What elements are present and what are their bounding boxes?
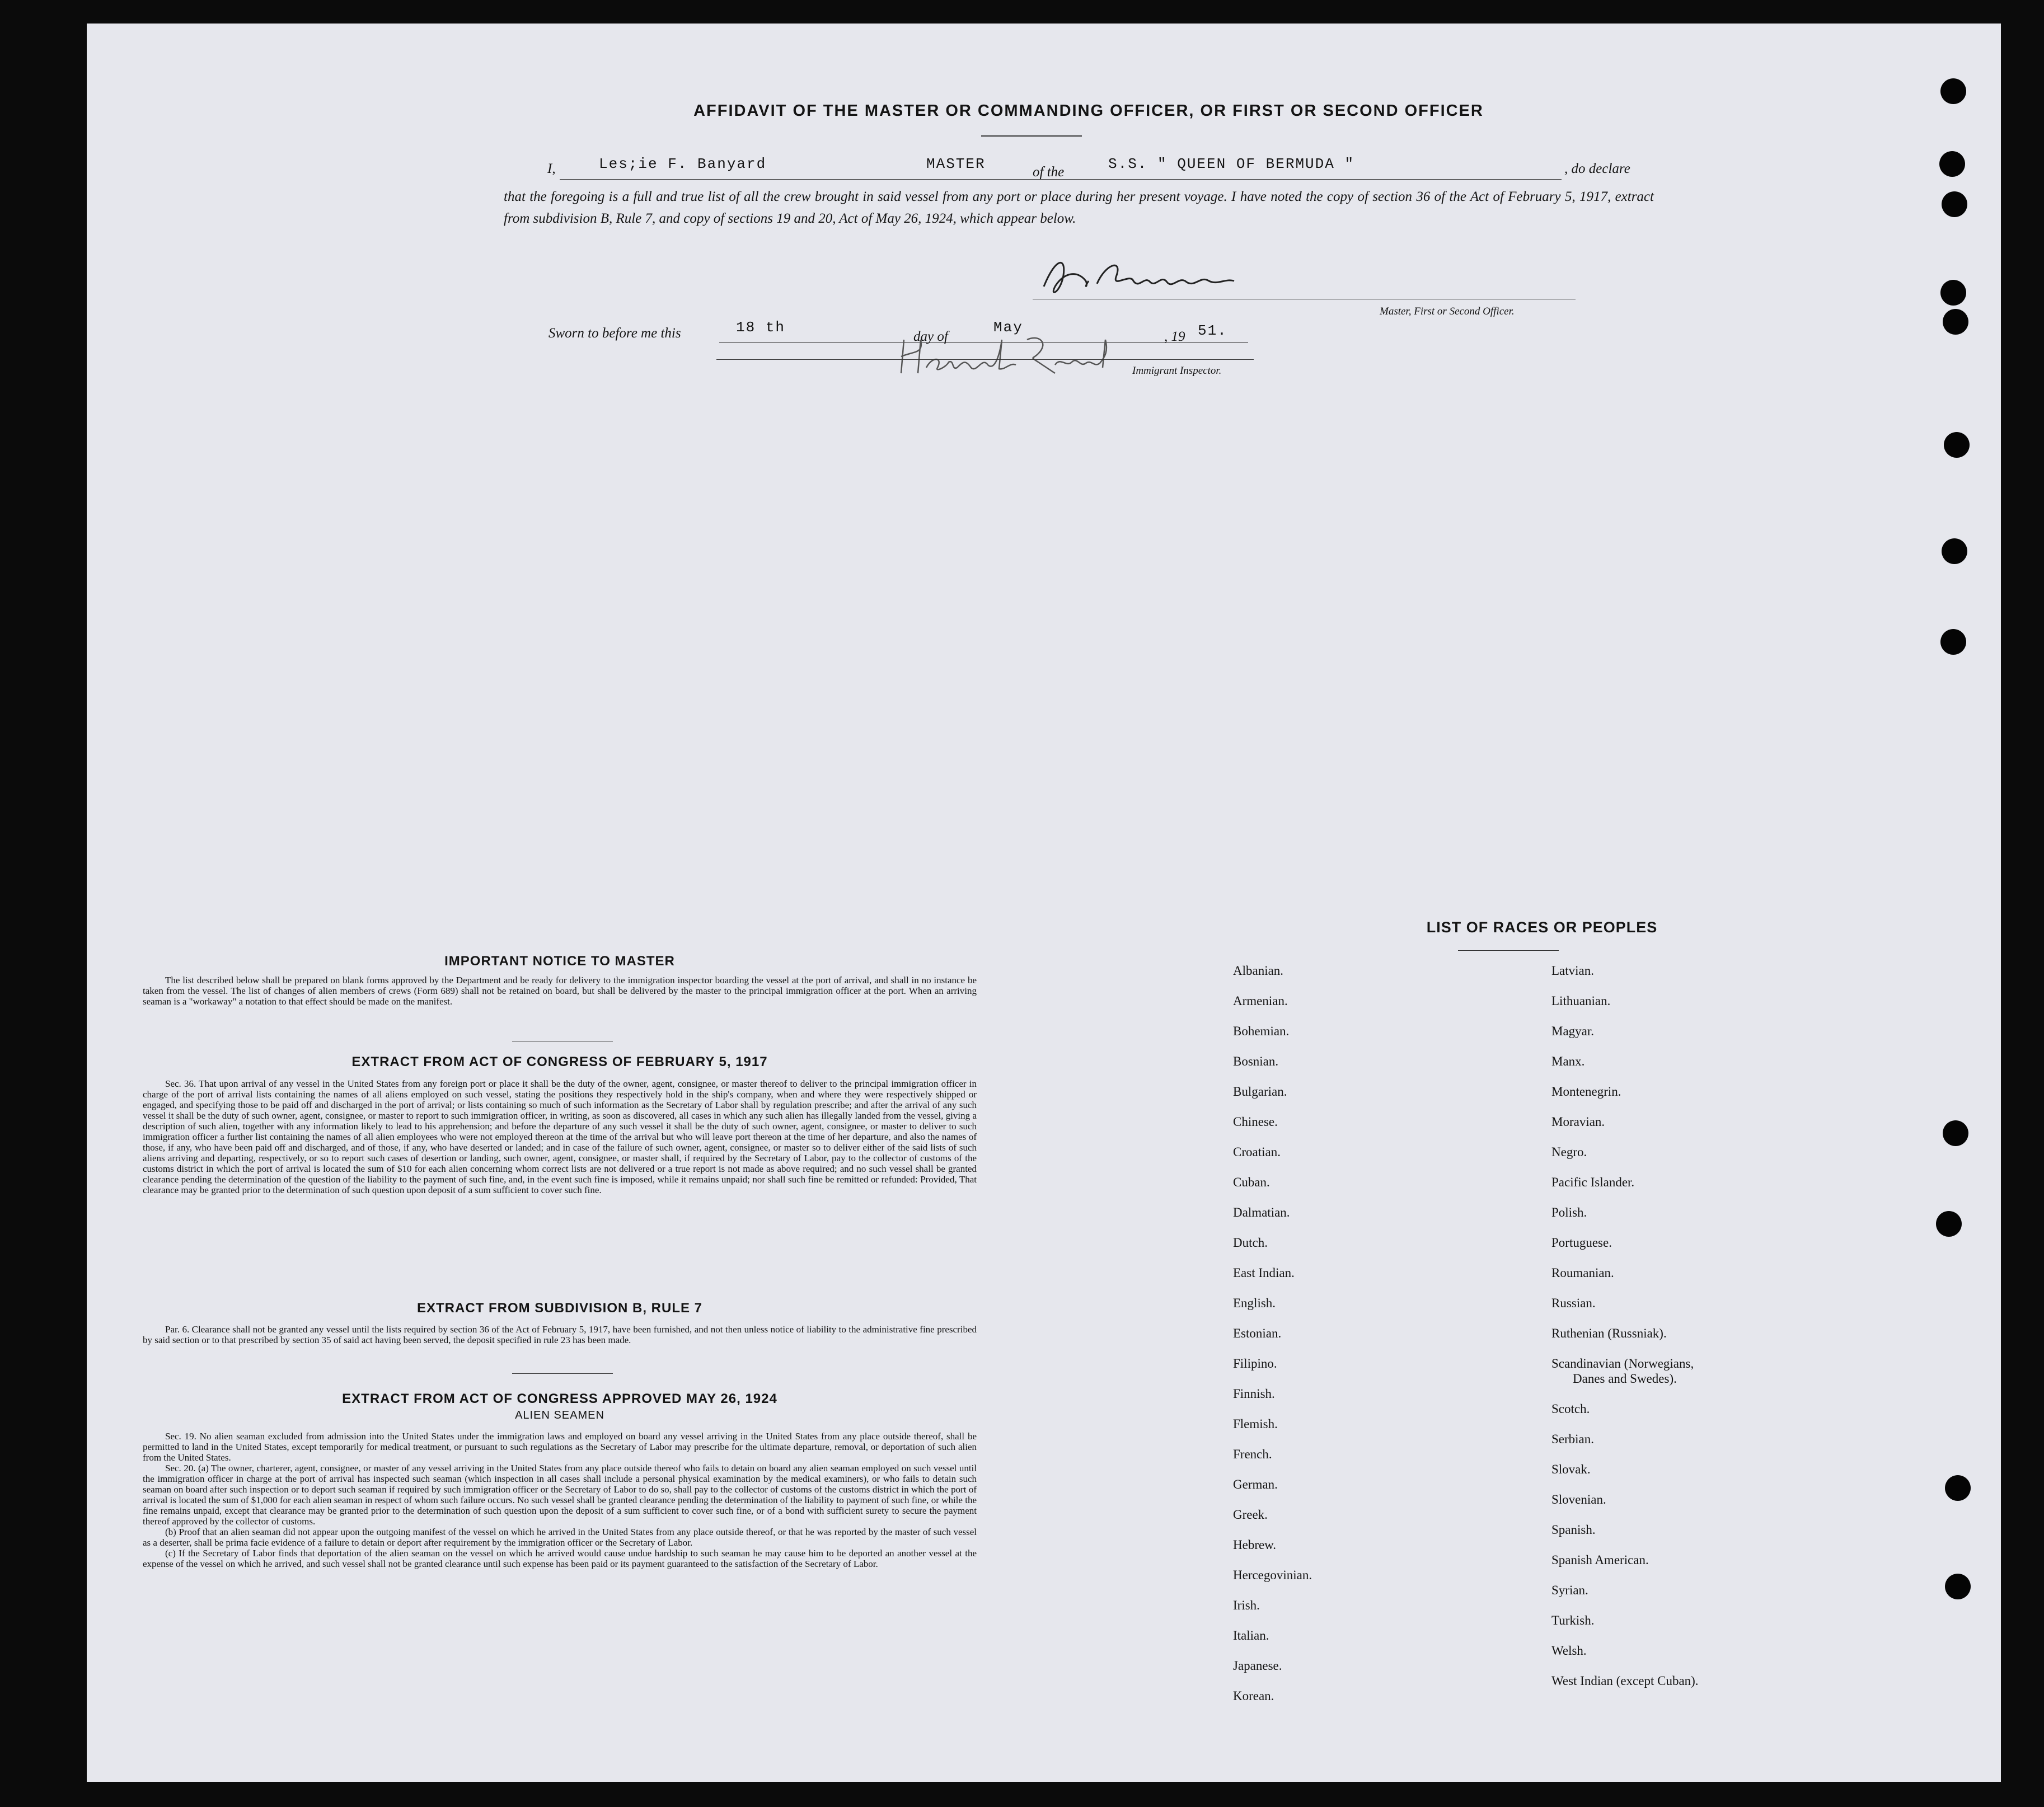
master-rank: MASTER <box>926 156 986 172</box>
notice-text <box>143 975 977 1007</box>
section-20b-paragraph: (b) Proof that an alien seaman did not appear upon the outgoing manifest of the vessel on which he arrived in the United States from any place outside thereof, or that he was reported by the master of such vessel as a deserter, shall be prima facie evidence of a failure to detain or deport after requirement by the immigration officer or the Secretary of Labor. <box>143 1527 977 1548</box>
race-item: Portuguese. <box>1551 1236 1612 1250</box>
race-item: Scotch. <box>1551 1402 1590 1416</box>
race-item: Cuban. <box>1233 1175 1270 1189</box>
race-item: Hercegovinian. <box>1233 1568 1312 1582</box>
binder-hole <box>1942 538 1967 564</box>
race-item: Flemish. <box>1233 1417 1278 1431</box>
binder-hole <box>1942 191 1967 217</box>
race-item: Italian. <box>1233 1628 1269 1642</box>
inspector-line <box>716 359 1254 360</box>
race-item: Croatian. <box>1233 1145 1281 1159</box>
binder-hole <box>1943 309 1968 335</box>
sworn-label: Sworn to before me this <box>548 326 681 341</box>
race-item: Korean. <box>1233 1689 1274 1703</box>
race-item: Pacific Islander. <box>1551 1175 1635 1189</box>
year-suffix: 51. <box>1198 322 1227 339</box>
race-item: French. <box>1233 1447 1272 1461</box>
races-right-column <box>1551 964 1865 1730</box>
inspector-signature <box>893 328 1128 379</box>
binder-hole <box>1940 280 1966 306</box>
race-item: Scandinavian (Norwegians, <box>1551 1357 1694 1370</box>
race-item: Estonian. <box>1233 1326 1282 1340</box>
section-19-paragraph: Sec. 19. No alien seaman excluded from admission into the United States under the immigration laws and employed on board any vessel arriving in the United States from any place outside thereof, shall be permitted to land in the United States, except temporarily for medical treatment, or pursuant to such regulations as the Secretary of Labor may prescribe for the ultimate departure, removal, or deportation of such alien from the United States. <box>143 1431 977 1463</box>
race-item: Dutch. <box>1233 1236 1268 1250</box>
rule-7-title: EXTRACT FROM SUBDIVISION B, RULE 7 <box>416 1301 703 1316</box>
do-declare-label: , do declare <box>1564 161 1630 176</box>
binder-hole <box>1945 1475 1971 1501</box>
races-left-column <box>1233 964 1524 1730</box>
notice-paragraph: The list described below shall be prepared on blank forms approved by the Department and be ready for delivery to the immigration inspector boarding the vessel at the port of arrival, and shall in no instance be taken from the vessel. The list of changes of alien members of crews (Form 689) shall not be retained on board, but shall be delivered by the master to the principal immigration officer at the port. When an arriving seaman is a "workaway" a notation to that effect should be made on the manifest. <box>143 975 977 1007</box>
race-item: Serbian. <box>1551 1432 1595 1446</box>
master-name: Les;ie F. Banyard <box>599 156 767 172</box>
race-item: Latvian. <box>1551 964 1594 978</box>
race-item: Irish. <box>1233 1598 1260 1612</box>
sworn-month: May <box>993 319 1023 336</box>
binder-hole <box>1943 1120 1968 1146</box>
race-item: German. <box>1233 1477 1278 1491</box>
binder-hole <box>1945 1574 1971 1599</box>
race-item: Hebrew. <box>1233 1538 1277 1552</box>
race-item: East Indian. <box>1233 1266 1295 1280</box>
binder-hole <box>1939 151 1965 177</box>
race-item: Magyar. <box>1551 1024 1595 1038</box>
binder-hole <box>1940 629 1966 655</box>
race-item: Lithuanian. <box>1551 994 1611 1008</box>
race-item: Syrian. <box>1551 1583 1588 1597</box>
race-item: Slovak. <box>1551 1462 1591 1476</box>
race-item: Turkish. <box>1551 1613 1595 1627</box>
year-prefix: , 19 <box>1164 329 1185 344</box>
extract-1924-title: EXTRACT FROM ACT OF CONGRESS APPROVED MAY 26, 1924 <box>342 1391 777 1406</box>
race-item: Spanish. <box>1551 1523 1596 1537</box>
race-item: Slovenian. <box>1551 1492 1606 1506</box>
race-item: Montenegrin. <box>1551 1085 1621 1099</box>
section-20c-paragraph: (c) If the Secretary of Labor finds that deportation of the alien seaman on the vessel on which he arrived would cause undue hardship to such seaman he may cause him to be deported an another vessel at the expense of the vessel on which he arrived, and such vessel shall not be granted clearance until such expense has been paid or its payment guaranteed to the satisfaction of the Secretary of Labor. <box>143 1548 977 1569</box>
extract-1917-text <box>143 1078 977 1195</box>
race-item: Bosnian. <box>1233 1054 1279 1068</box>
section-divider <box>512 1373 613 1374</box>
extract-1917-title: EXTRACT FROM ACT OF CONGRESS OF FEBRUARY 5, 1917 <box>351 1054 768 1069</box>
affidavit-paragraph: that the foregoing is a full and true list of all the crew brought in said vessel from any port or place during her present voyage. I have noted the copy of section 36 of the Act of February 5, 1917, extract from subdivision B, Rule 7, and copy of sections 19 and 20, Act of May 26, 1924, which appear below. <box>504 189 1654 226</box>
of-the-label: of the <box>1033 165 1065 180</box>
binder-hole <box>1936 1211 1962 1237</box>
notice-title: IMPORTANT NOTICE TO MASTER <box>444 954 675 969</box>
race-item: Polish. <box>1551 1205 1587 1219</box>
rule-7-text <box>143 1324 977 1345</box>
document-page <box>87 24 2001 1782</box>
rule-7-paragraph: Par. 6. Clearance shall not be granted any vessel until the lists required by section 36 of the Act of February 5, 1917, have been furnished, and not then unless notice of liability to the administrative fine prescribed by said section or to that prescribed by section 35 of said act having been served, the deposit specified in rule 23 has been made. <box>143 1324 977 1345</box>
affidavit-title: AFFIDAVIT OF THE MASTER OR COMMANDING OFFICER, OR FIRST OR SECOND OFFICER <box>693 102 1484 120</box>
inspector-caption: Immigrant Inspector. <box>1132 365 1222 377</box>
race-item: English. <box>1233 1296 1276 1310</box>
title-divider <box>981 135 1082 137</box>
race-item: Bohemian. <box>1233 1024 1290 1038</box>
extract-1924-text <box>143 1431 977 1569</box>
race-item: Welsh. <box>1551 1644 1587 1658</box>
race-item: Filipino. <box>1233 1357 1277 1370</box>
signature-caption: Master, First or Second Officer. <box>1380 306 1515 317</box>
race-item: Danes and Swedes). <box>1573 1372 1677 1386</box>
race-item: Spanish American. <box>1551 1553 1649 1567</box>
sworn-day: 18 th <box>736 319 786 336</box>
race-item: Dalmatian. <box>1233 1205 1290 1219</box>
extract-1924-subtitle: ALIEN SEAMEN <box>515 1409 604 1421</box>
race-item: Finnish. <box>1233 1387 1275 1401</box>
race-item: Greek. <box>1233 1508 1268 1522</box>
race-item: Negro. <box>1551 1145 1587 1159</box>
section-20a-paragraph: Sec. 20. (a) The owner, charterer, agent, consignee, or master of any vessel arriving in the United States from any place outside thereof who fails to detain on board any alien seaman employed on such vessel until the immigration officer in charge at the port of arrival has inspected such seaman (which inspection in all cases shall include a personal physical examination by the medical examiners), or who fails to detain such seaman on board after such inspection or to deport such seaman if required by such immigration officer or the Secretary of Labor to do so, shall pay to the collector of customs of the customs district in which the port of arrival is located the sum of $1,000 for each alien seaman in respect of whom such failure occurs. No such vessel shall be granted clearance pending the determination of the liability to payment of such fine, or while the fine remains unpaid, except that clearance may be granted prior to the determination of such question upon the deposit of a sum sufficient to cover such fine, or of a bond with sufficient surety to secure the payment thereof approved by the collector of customs. <box>143 1463 977 1527</box>
race-item: Japanese. <box>1233 1659 1282 1673</box>
races-title: LIST OF RACES OR PEOPLES <box>1426 919 1658 936</box>
race-item: Roumanian. <box>1551 1266 1614 1280</box>
binder-hole <box>1944 432 1970 458</box>
race-item: Moravian. <box>1551 1115 1605 1129</box>
vessel-underline <box>1080 179 1562 180</box>
i-label: I, <box>547 161 556 176</box>
race-item: Chinese. <box>1233 1115 1278 1129</box>
race-item: Armenian. <box>1233 994 1288 1008</box>
binder-hole <box>1940 78 1966 104</box>
vessel-name: S.S. " QUEEN OF BERMUDA " <box>1108 156 1355 172</box>
day-of-label: day of <box>913 329 948 344</box>
master-signature <box>1033 247 1268 309</box>
race-item: Manx. <box>1551 1054 1585 1068</box>
race-item: Russian. <box>1551 1296 1596 1310</box>
race-item: Bulgarian. <box>1233 1085 1287 1099</box>
section-36-paragraph: Sec. 36. That upon arrival of any vessel in the United States from any foreign port or place it shall be the duty of the owner, agent, consignee, or master thereof to deliver to the principal immigration officer in charge of the port of arrival lists containing the names of all aliens employed on such vessel, stating the positions they respectively hold in the ship's company, when and where they were respectively shipped or engaged, and specifying those to be paid off and discharged in the port of arrival; or lists containing so much of such information as the Secretary of Labor shall by regulation prescribe; and after the arrival of any such vessel it shall be the duty of such owner, agent, consignee, or master to report to such immigration officer, in writing, as soon as discovered, all cases in which any such alien has illegally landed from the vessel, giving a description of such alien, together with any information likely to lead to his apprehension; and before the departure of any such vessel it shall be the duty of such owner, agent, consignee, or master to deliver to such immigration officer a further list containing the names of all alien employees who were not employed thereon at the time of the arrival but who will leave port thereon at the time of her departure, and also the names of those, if any, who have been paid off and discharged, and of those, if any, who have deserted or landed; and in case of the failure of such owner, agent, consignee, or master so to deliver either of the said lists of such aliens arriving and departing, respectively, or so to report such cases of desertion or landing, such owner, agent, consignee, or master shall, if required by the Secretary of Labor, pay to the collector of customs of the customs district in which the port of arrival is located the sum of $10 for each alien concerning whom correct lists are not delivered or a true report is not made as above required; and no such vessel shall be granted clearance pending the determination of the question of the liability to the payment of such fine, and, in the event such fine is imposed, while it remains unpaid; nor shall such fine be remitted or refunded: Provided, That clearance may be granted prior to the determination of such question upon deposit of a sum sufficient to cover such fine. <box>143 1078 977 1195</box>
race-item: West Indian (except Cuban). <box>1551 1674 1699 1688</box>
race-item: Albanian. <box>1233 964 1284 978</box>
races-divider <box>1458 950 1559 951</box>
race-item: Ruthenian (Russniak). <box>1551 1326 1667 1340</box>
